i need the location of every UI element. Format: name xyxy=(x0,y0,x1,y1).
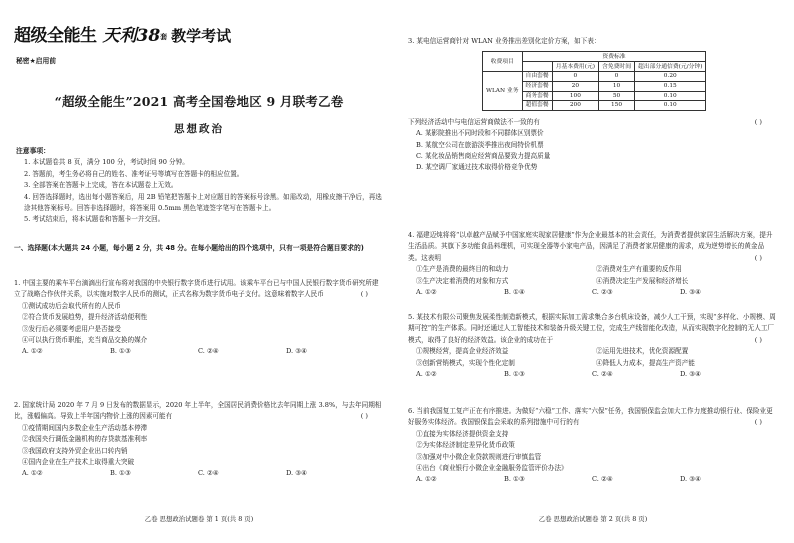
table-cell: 0.10 xyxy=(635,91,706,101)
option: ②符合货币发展趋势，提升经济活动便利性 xyxy=(22,313,148,322)
option: ②为实体经济制定差异化货币政策 xyxy=(416,441,515,450)
table-cell: 150 xyxy=(599,101,635,111)
table-cell: 商务套餐 xyxy=(522,91,552,101)
answer-paren: ( ) xyxy=(754,253,762,262)
choices xyxy=(408,474,776,485)
answer-paren: ( ) xyxy=(754,117,762,126)
choice: D. ③④ xyxy=(286,347,308,356)
table-cell: 0.10 xyxy=(635,101,706,111)
choice: C. ②④ xyxy=(592,370,613,379)
table-cell: 50 xyxy=(599,91,635,101)
table-cell: 超值套餐 xyxy=(522,101,552,111)
table-cell: 自由套餐 xyxy=(522,72,552,82)
table-row xyxy=(483,72,706,82)
page-footer: 乙卷 思想政治试题卷 第 2 页(共 8 页) xyxy=(538,514,648,523)
exam-notes xyxy=(16,146,384,226)
brand-logo xyxy=(14,22,231,52)
table-col-blank xyxy=(522,62,552,72)
exam-subject: 思想政治 xyxy=(174,123,224,135)
choice: D. ③④ xyxy=(286,469,308,478)
wlan-pricing-table xyxy=(482,51,706,110)
choices xyxy=(408,287,776,298)
table-cell: 0 xyxy=(599,72,635,82)
option: ②运用先进技术，优化资源配置 xyxy=(596,347,689,356)
option: ④出台《商业银行小微企业金融服务监管评价办法》 xyxy=(416,464,568,473)
table-cell: 0.20 xyxy=(635,72,706,82)
table-col-extra: 超出部分通信费(元/分钟) xyxy=(635,62,706,72)
brand-38-logo xyxy=(102,26,168,47)
page-left xyxy=(10,20,388,525)
answer-paren: ( ) xyxy=(360,290,368,299)
choice: D. ③④ xyxy=(680,475,702,484)
question-text: 下列经济活动中与电信运营商做法不一致的有 xyxy=(408,117,540,126)
choice: C. ②③ xyxy=(592,288,613,297)
option: ①规模经营，提高企业经济效益 xyxy=(416,347,509,356)
choice: A. ①② xyxy=(22,347,43,356)
question-3 xyxy=(408,36,776,174)
question-2 xyxy=(14,400,382,480)
options-grid xyxy=(408,264,776,287)
table-cell: 0.15 xyxy=(635,82,706,92)
choice: A. ①② xyxy=(416,475,437,484)
choice: B. ①④ xyxy=(504,288,525,297)
choice: B. ①③ xyxy=(504,475,525,484)
question-1 xyxy=(14,278,382,358)
option: ③我国政府支持外贸企业出口转内销 xyxy=(22,446,128,455)
exam-title: “超级全能生”2021 高考全国卷地区 9 月联考乙卷 xyxy=(54,94,344,109)
choice: A. ①② xyxy=(22,469,43,478)
note-item: 4. 回答选择题时，选出每小题答案后，用 2B 铅笔把答题卡上对应题目的答案标号涂黑。如需改动，用橡皮擦干净后，再选涂其他答案标号。回答非选择题时，将答案用 0.5mm 黑色笔迹签字笔写在答题卡上。 xyxy=(24,192,382,213)
table-row-label: WLAN 业务 xyxy=(483,72,523,110)
question-stem: 2. 国家统计局 2020 年 7 月 9 日发布的数据显示，2020 年上半年，全国居民消费价格比去年同期上涨 3.8%，与去年同期相比，涨幅偏高。导致上半年国内物价上涨的因素可能有 xyxy=(14,401,382,421)
table-header-standard: 资费标准 xyxy=(522,52,706,62)
secret-label: 秘密★启用前 xyxy=(16,57,57,65)
choice: A. ①② xyxy=(416,370,437,379)
brand-sub-text: 教学考试 xyxy=(171,27,232,46)
option: ③发行后必须要考虑用户是否接受 xyxy=(22,324,121,333)
note-item: 5. 考试结束后，将本试题卷和答题卡一并交回。 xyxy=(24,215,165,224)
option: ②我国央行调低金融机构的存贷款基准利率 xyxy=(22,435,148,444)
option: ①疫情期间国内多数企业生产活动基本停滞 xyxy=(22,423,148,432)
option: ④可以执行货币职能，充当商品交换的媒介 xyxy=(22,336,148,345)
table-col-monthly: 月基本费用(元) xyxy=(552,62,598,72)
page-right xyxy=(404,20,782,525)
option: B. 某航空公司在旅游淡季推出夜间特价机票 xyxy=(416,140,544,149)
table-cell: 10 xyxy=(599,82,635,92)
answer-paren: ( ) xyxy=(754,418,762,427)
table-header-project: 收费项目 xyxy=(483,52,523,72)
choice: D. ③④ xyxy=(680,288,702,297)
options-grid xyxy=(408,346,776,369)
choice: A. ①② xyxy=(416,288,437,297)
table-cell: 经济套餐 xyxy=(522,82,552,92)
option: ①直接为实体经济提供资金支持 xyxy=(416,429,509,438)
table-cell: 20 xyxy=(552,82,598,92)
table-cell: 0 xyxy=(552,72,598,82)
question-stem: 4. 福建迈炖将将“以卓越产品赋予中国家庭实现家居健康”作为企业最基本的社会责任，为消费者提供家居生活解决方案，提升生活品质。其旗下多功能食品料理机，可实现全器等小家电产品，因满足了消费者家居健康的需求，成为逆势增长的黄金品类。这表明 xyxy=(408,231,773,262)
option: ④降低人力成本，提高生产资产能 xyxy=(596,358,695,367)
brand-38-text: 天利38 xyxy=(102,26,161,47)
note-item: 1. 本试题卷共 8 页，满分 100 分，考试时间 90 分钟。 xyxy=(24,158,189,167)
option: C. 某化妆品销售商应经营商品要致力提高质量 xyxy=(416,152,551,160)
note-item: 3. 全部答案在答题卡上完成，答在本试题卷上无效。 xyxy=(24,181,178,190)
question-stem: 6. 当前我国复工复产正在有序推进。为做好“六稳”工作、落实“六保”任务，我国银保监会加大工作力度推动银行业、保险业更好服务实体经济。我国银保监会采取的系列措施中可行的有 xyxy=(408,407,773,427)
notes-header: 注意事项： xyxy=(16,147,50,155)
option: ②消费对生产有重要的反作用 xyxy=(596,265,682,274)
option: ③生产决定着消费的对象和方式 xyxy=(416,276,509,285)
choice: C. ②④ xyxy=(198,469,219,478)
brand-main-text: 超级全能生 xyxy=(14,26,97,47)
table-col-included: 含免费时间 xyxy=(599,62,635,72)
answer-paren: ( ) xyxy=(754,335,762,344)
page-footer: 乙卷 思想政治试题卷 第 1 页(共 8 页) xyxy=(144,514,254,523)
question-stem: 5. 某技术有限公司聚焦发展柔性制造新模式，根据实际加工需求集合多台机床设备，减少人工干预，实现“多样化、小规模、周期可控”的生产体系。同时还通过人工智能技术和装备升级关键工位，完成生产线智能化改造，从而实现数字化控制的无人工厂模式，取得了良好的经济效益。该企业的成功在于 xyxy=(408,313,776,344)
note-item: 2. 答题前，考生务必将自己的姓名、准考证号等填写在答题卡的相应位置。 xyxy=(24,169,244,178)
choices xyxy=(14,346,382,357)
answer-paren: ( ) xyxy=(360,412,368,421)
option: ④国内企业在生产技术上取得重大突破 xyxy=(22,458,135,467)
choice: B. ①③ xyxy=(110,469,131,478)
question-6 xyxy=(408,406,776,486)
table-cell: 100 xyxy=(552,91,598,101)
choice: B. ①③ xyxy=(504,370,525,379)
question-stem: 3. 某电信运营商针对 WLAN 业务推出差别化定价方案，如下表： xyxy=(408,37,601,45)
choice: B. ①③ xyxy=(110,347,131,356)
option: ③创新营销模式，实现个性化定制 xyxy=(416,358,515,367)
option: ①测试成功后会取代所有的人民币 xyxy=(22,301,121,310)
choice: C. ②④ xyxy=(198,347,219,356)
question-5 xyxy=(408,312,776,380)
option: ①生产是消费的最终目的和动力 xyxy=(416,265,509,274)
choice: D. ③④ xyxy=(680,370,702,379)
option: ④消费决定生产发展和经济增长 xyxy=(596,276,689,285)
choices xyxy=(408,369,776,380)
section-header: 一、选择题(本大题共 24 小题，每小题 2 分，共 48 分。在每小题给出的四个选项中，只有一项是符合题目要求的) xyxy=(14,244,364,252)
brand-38-sup: 套 xyxy=(160,32,168,42)
table-cell: 200 xyxy=(552,101,598,111)
question-4 xyxy=(408,230,776,298)
choice: C. ②④ xyxy=(592,475,613,484)
question-stem: 1. 中国主要的乘车平台滴滴出行宣布将对我国的中央银行数字货币进行试用。该乘车平台已与中国人民银行数字货币研究所建立了战略合作伙伴关系，以实施对数字人民币的测试，正式名称为数字货币电子支付。这意味着数字人民币 xyxy=(14,279,379,299)
option: D. 某空调厂家通过技术取得价格竞争优势 xyxy=(416,163,538,172)
option: A. 某影院推出不同时段和不同群体区别票价 xyxy=(416,129,544,138)
option: ③加强对中小微企业贷款规则进行审慎监管 xyxy=(416,452,542,461)
choices xyxy=(14,468,382,479)
